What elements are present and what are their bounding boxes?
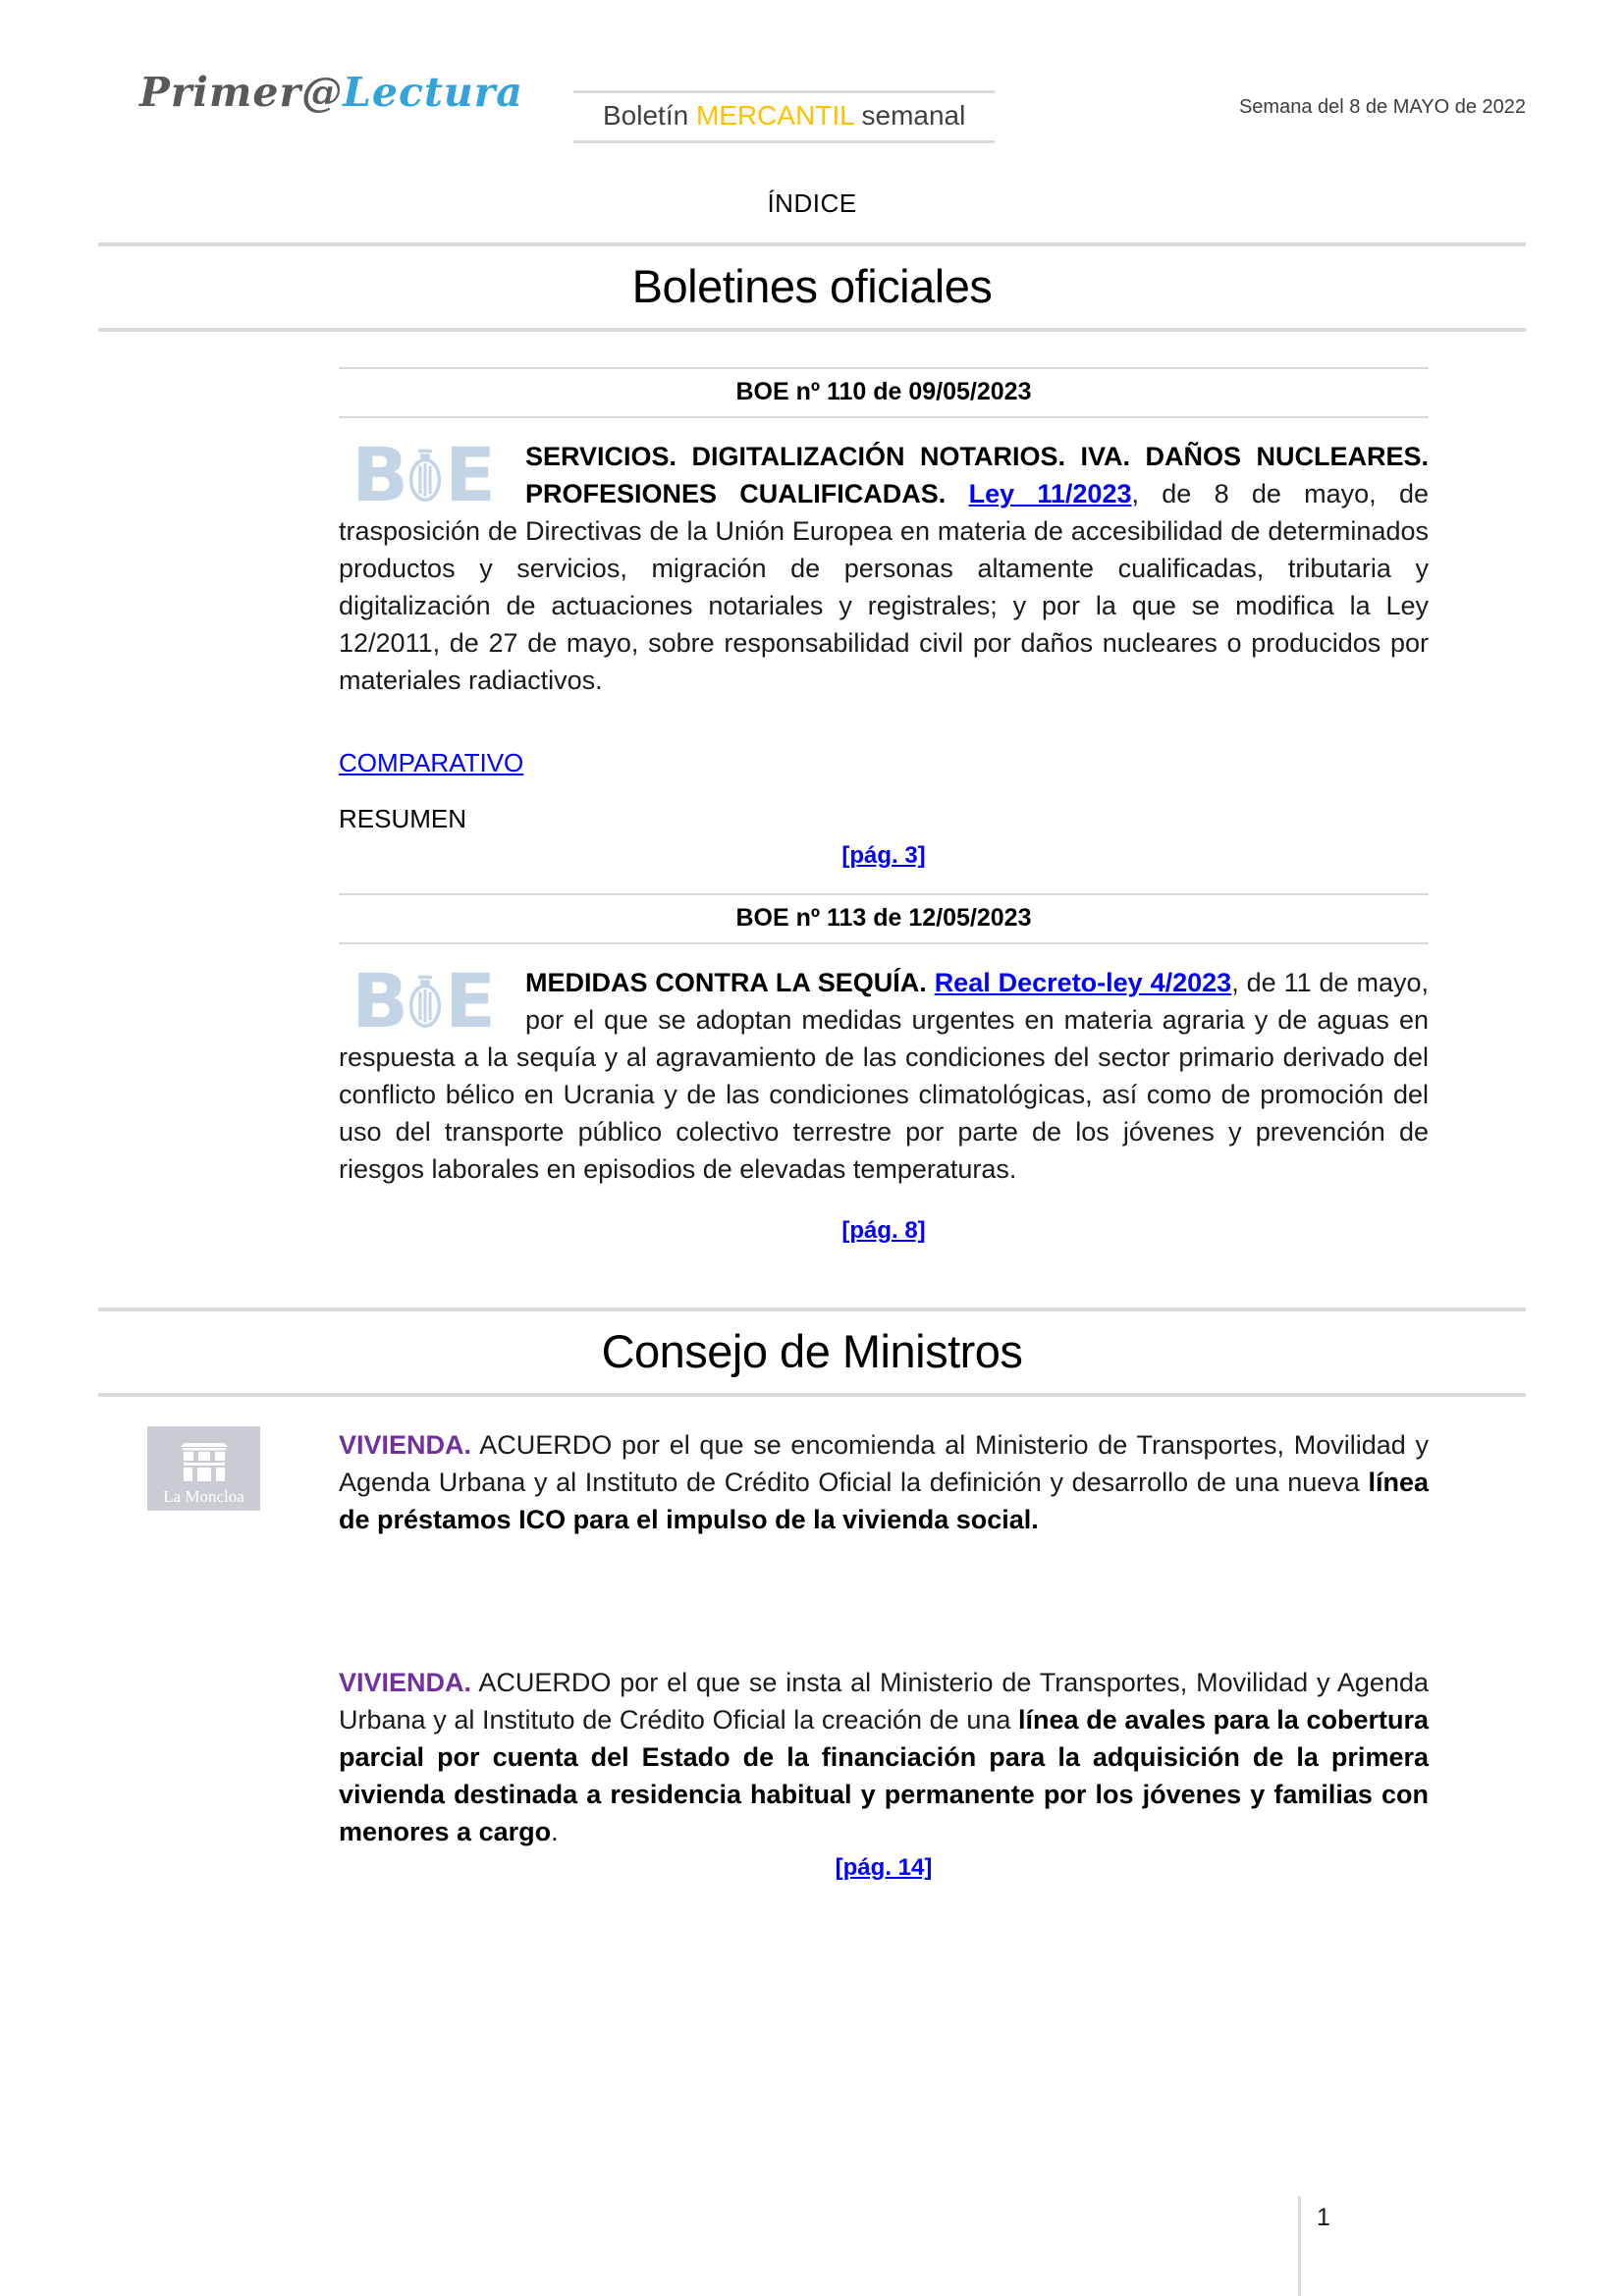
entry-bold-text: línea de préstamos ICO para el impulso de la vivienda social. (339, 1468, 1429, 1534)
logo-text-primer: Primer@ (139, 69, 344, 116)
page-link-row (339, 842, 1429, 870)
topic-label-vivienda: VIVIENDA. (339, 1430, 472, 1460)
week-date: Semana del 8 de MAYO de 2022 (1238, 96, 1526, 118)
bulletin-title (573, 90, 995, 143)
boe-issue-header-113: BOE nº 113 de 12/05/2023 (339, 893, 1429, 944)
entry-intro-caps: MEDIDAS CONTRA LA SEQUÍA. (525, 968, 935, 997)
law-link-ley-11-2023[interactable]: Ley 11/2023 (968, 479, 1132, 508)
entry-bold-text: línea de avales para la cobertura parcial por cuenta del Estado de la financiación para la adquisición de la primera vivienda destinada a residencia habitual y permanente por los jóvenes y familias con menores a cargo (339, 1705, 1429, 1846)
primer-lectura-logo (139, 67, 532, 118)
boe-entry-113-paragraph (339, 957, 1429, 1188)
comparativo-row (339, 748, 1429, 778)
page-link-pag-14[interactable]: [pág. 14] (835, 1854, 933, 1881)
page-link-row (339, 1854, 1429, 1882)
boe-letter-e: E (445, 431, 493, 518)
entry-body-text: , de 8 de mayo, de trasposición de Directivas de la Unión Europea en materia de accesibilidad de determinados productos y servicios, migración de personas altamente cualificadas, tributaria y digitalización de actuaciones notariales y registrales; y por la que se modifica la Ley 12/2011, de 27 de mayo, sobre responsabilidad civil por daños nucleares o producidos por materiales radiactivos. (339, 479, 1429, 695)
page-number-value: 1 (1317, 2204, 1330, 2231)
moncloa-label: La Moncloa (163, 1487, 244, 1506)
entry-intro-caps: SERVICIOS. DIGITALIZACIÓN NOTARIOS. IVA. DAÑOS NUCLEARES. PROFESIONES CUALIFICADAS. (525, 442, 1429, 508)
moncloa-logo (147, 1426, 260, 1511)
law-link-rdl-4-2023[interactable]: Real Decreto-ley 4/2023 (934, 968, 1232, 997)
page-link-row (339, 1217, 1429, 1245)
boe-letter-b: B (352, 431, 406, 518)
bulletin-prefix: Boletín (603, 100, 696, 131)
logo-text-lectura: Lectura (343, 69, 523, 116)
index-title: ÍNDICE (767, 188, 857, 218)
boe-logo-icon (339, 431, 506, 518)
boe-entry-110-paragraph (339, 431, 1429, 699)
page-link-pag-8[interactable]: [pág. 8] (841, 1217, 926, 1244)
boe-crest-icon (407, 441, 443, 509)
consejo-entry-2 (339, 1664, 1429, 1850)
entry-body-text: ACUERDO por el que se insta al Ministerio de Transportes, Movilidad y Agenda Urbana y al Instituto de Crédito Oficial la creación de una (339, 1668, 1429, 1735)
boe-issue-header-110: BOE nº 110 de 09/05/2023 (339, 367, 1429, 418)
boe-letter-e: E (445, 957, 493, 1044)
entry-body-text: ACUERDO por el que se encomienda al Ministerio de Transportes, Movilidad y Agenda Urbana y al Instituto de Crédito Oficial la definición y desarrollo de una nueva (339, 1430, 1429, 1497)
page-number (1298, 2196, 1330, 2296)
topic-label-vivienda: VIVIENDA. (339, 1668, 472, 1697)
comparativo-link[interactable]: COMPARATIVO (339, 748, 524, 777)
boletines-section (339, 367, 1429, 1245)
bulletin-highlight: MERCANTIL (695, 100, 854, 131)
boe-logo-icon (339, 957, 506, 1044)
consejo-entry-1 (339, 1426, 1429, 1538)
section-title-boletines: Boletines oficiales (98, 242, 1526, 332)
resumen-label: RESUMEN (339, 804, 467, 833)
boe-letter-b: B (352, 957, 406, 1044)
consejo-entries (339, 1426, 1429, 1882)
page-link-pag-3[interactable]: [pág. 3] (841, 842, 926, 869)
bulletin-suffix: semanal (853, 100, 966, 131)
page-header (98, 55, 1526, 143)
boe-crest-icon (407, 967, 443, 1036)
moncloa-building-icon (173, 1437, 236, 1484)
consejo-section (98, 1426, 1526, 1882)
section-title-consejo: Consejo de Ministros (98, 1308, 1526, 1397)
entry-body-text: , de 11 de mayo, por el que se adoptan medidas urgentes en materia agraria y de aguas en respuesta a la sequía y al agravamiento de las condiciones del sector primario derivado del conflicto bélico en Ucrania y de las condiciones climatológicas, así como de promoción del uso del transporte público colectivo terrestre por parte de los jóvenes y prevención de riesgos laborales en episodios de elevadas temperaturas. (339, 968, 1429, 1184)
entry-tail-text: . (551, 1817, 559, 1846)
